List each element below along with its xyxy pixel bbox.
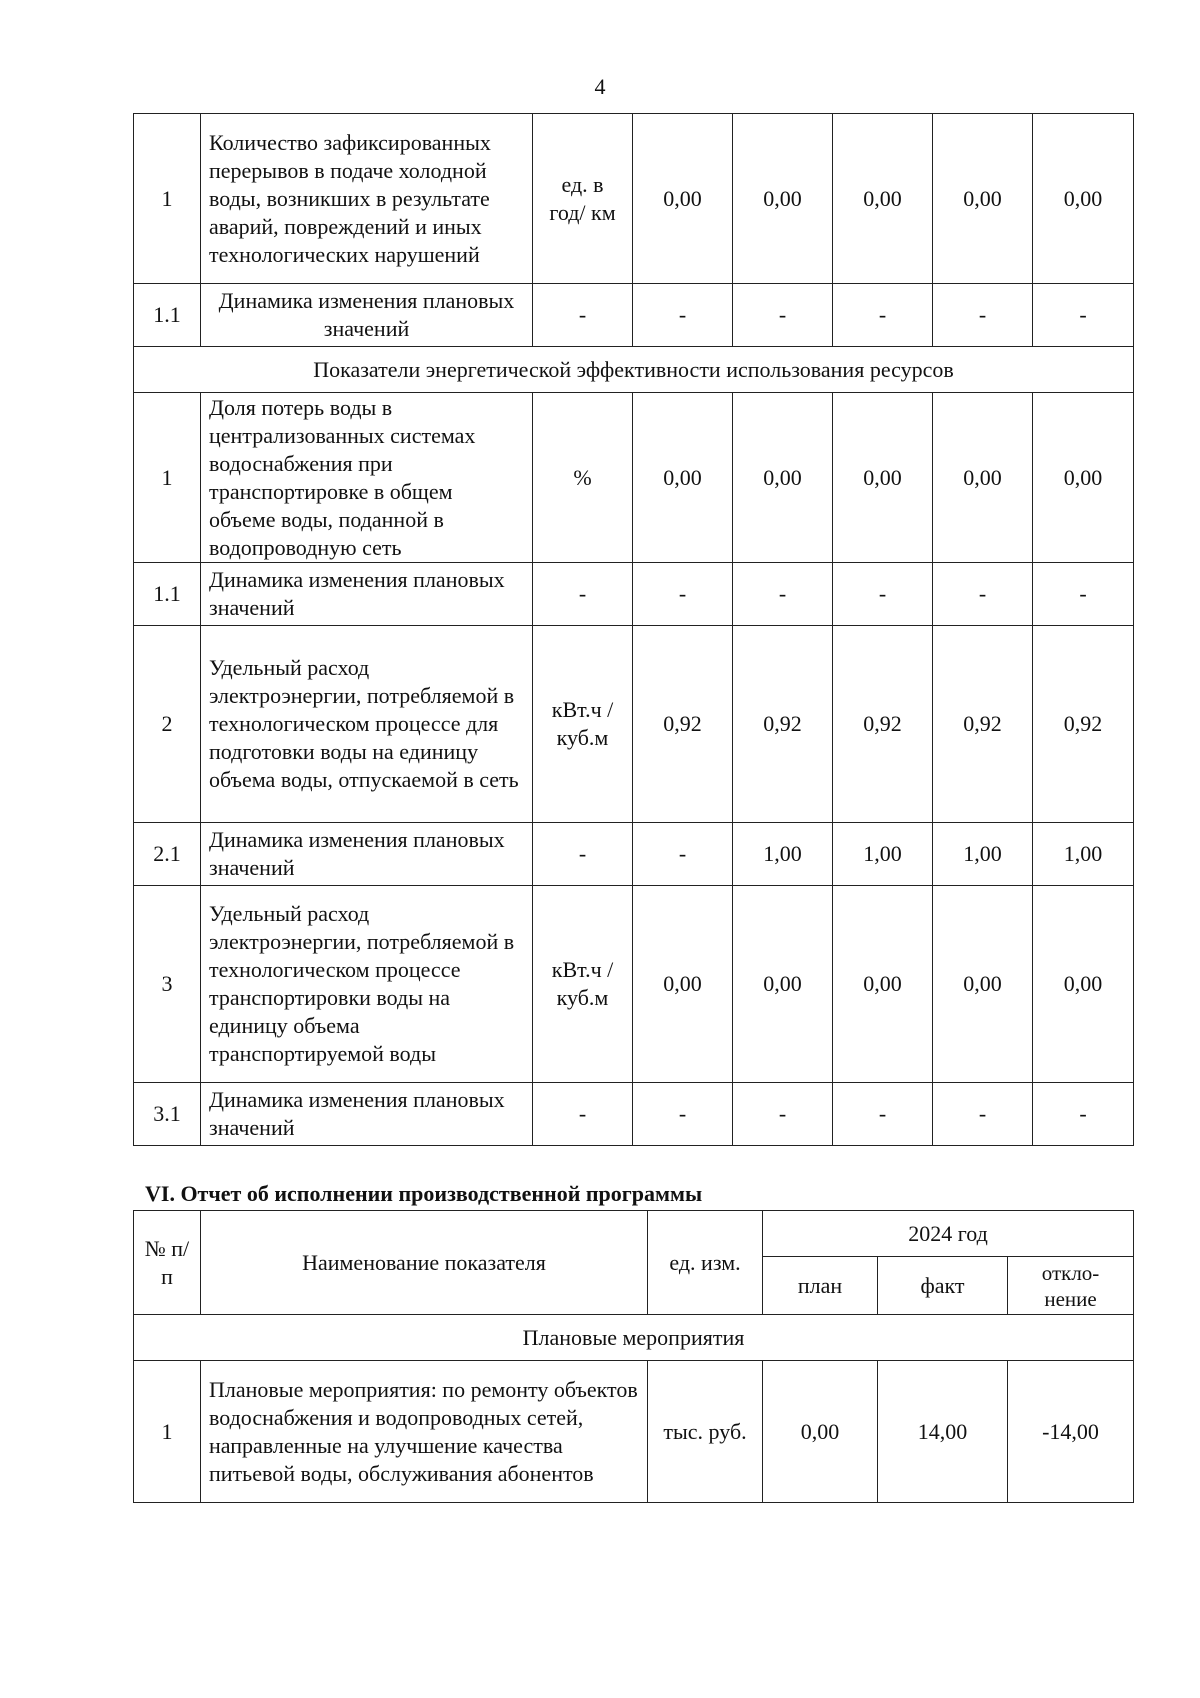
- value-cell: 0,00: [733, 886, 833, 1083]
- value-cell: 1,00: [1033, 823, 1134, 886]
- table-row: [134, 114, 1134, 284]
- value-cell: -: [933, 1083, 1033, 1146]
- value-cell: 0,00: [733, 393, 833, 563]
- value-cell: -: [633, 563, 733, 626]
- value-cell: -: [1033, 1083, 1134, 1146]
- page-number: 4: [594, 74, 606, 99]
- unit-cell: -: [533, 284, 633, 347]
- row-number: 2: [134, 626, 201, 823]
- value-cell: 0,00: [933, 393, 1033, 563]
- value-cell: -: [633, 823, 733, 886]
- table-row: [134, 1361, 1134, 1503]
- value-cell: 0,00: [833, 393, 933, 563]
- header-deviation: откло-нение: [1008, 1257, 1134, 1315]
- indicator-name: Динамика изменения плановых значений: [201, 1083, 533, 1146]
- value-cell: -: [733, 284, 833, 347]
- value-cell: 0,92: [1033, 626, 1134, 823]
- header-name: Наименование показателя: [201, 1211, 648, 1315]
- unit-cell: -: [533, 823, 633, 886]
- row-number: 1.1: [134, 284, 201, 347]
- value-cell: 1,00: [833, 823, 933, 886]
- value-cell: 1,00: [733, 823, 833, 886]
- deviation-value: -14,00: [1008, 1361, 1134, 1503]
- row-number: 1: [134, 1361, 201, 1503]
- indicator-name: Количество зафиксированных перерывов в подаче холодной воды, возникших в результате аварий, повреждений и иных технологических нарушений: [201, 114, 533, 284]
- indicator-name: Доля потерь воды в централизованных системах водоснабжения при транспортировке в общем объеме воды, поданной в водопроводную сеть: [201, 393, 533, 563]
- unit-cell: %: [533, 393, 633, 563]
- value-cell: 0,00: [633, 393, 733, 563]
- value-cell: -: [733, 1083, 833, 1146]
- row-number: 3: [134, 886, 201, 1083]
- indicators-table: [133, 113, 1134, 1146]
- value-cell: -: [633, 284, 733, 347]
- value-cell: 0,92: [733, 626, 833, 823]
- value-cell: 0,00: [933, 886, 1033, 1083]
- value-cell: 0,00: [933, 114, 1033, 284]
- row-number: 1: [134, 393, 201, 563]
- program-report-table: [133, 1210, 1134, 1503]
- value-cell: -: [1033, 563, 1134, 626]
- indicator-name: Динамика изменения плановых значений: [201, 284, 533, 347]
- value-cell: 0,00: [733, 114, 833, 284]
- value-cell: -: [933, 284, 1033, 347]
- value-cell: -: [733, 563, 833, 626]
- value-cell: 0,92: [833, 626, 933, 823]
- value-cell: 0,00: [1033, 886, 1134, 1083]
- fact-value: 14,00: [878, 1361, 1008, 1503]
- section-heading: VI. Отчет об исполнении производственной программы: [145, 1181, 703, 1206]
- indicator-name: Удельный расход электроэнергии, потребляемой в технологическом процессе транспортировки воды на единицу объема транспортируемой воды: [201, 886, 533, 1083]
- table-row: [134, 1083, 1134, 1146]
- value-cell: -: [933, 563, 1033, 626]
- unit-cell: кВт.ч / куб.м: [533, 626, 633, 823]
- value-cell: 0,00: [633, 114, 733, 284]
- unit-cell: -: [533, 1083, 633, 1146]
- row-number: 1: [134, 114, 201, 284]
- table-row: [134, 886, 1134, 1083]
- section-title: Плановые мероприятия: [134, 1315, 1134, 1361]
- value-cell: 0,00: [833, 886, 933, 1083]
- indicator-name: Динамика изменения плановых значений: [201, 563, 533, 626]
- table-row: [134, 823, 1134, 886]
- header-unit: ед. изм.: [648, 1211, 763, 1315]
- unit-cell: ед. в год/ км: [533, 114, 633, 284]
- indicator-name: Динамика изменения плановых значений: [201, 823, 533, 886]
- section-row: [134, 347, 1134, 393]
- header-year: 2024 год: [763, 1211, 1134, 1257]
- section-row: [134, 1315, 1134, 1361]
- plan-value: 0,00: [763, 1361, 878, 1503]
- value-cell: 0,00: [833, 114, 933, 284]
- indicator-name: Удельный расход электроэнергии, потребляемой в технологическом процессе для подготовки воды на единицу объема воды, отпускаемой в сеть: [201, 626, 533, 823]
- value-cell: 0,00: [633, 886, 733, 1083]
- unit-cell: кВт.ч / куб.м: [533, 886, 633, 1083]
- header-fact: факт: [878, 1257, 1008, 1315]
- row-number: 2.1: [134, 823, 201, 886]
- value-cell: 0,00: [1033, 114, 1134, 284]
- table-row: [134, 393, 1134, 563]
- value-cell: -: [1033, 284, 1134, 347]
- section-title: Показатели энергетической эффективности использования ресурсов: [134, 347, 1134, 393]
- unit-cell: -: [533, 563, 633, 626]
- table-row: [134, 563, 1134, 626]
- value-cell: 0,92: [933, 626, 1033, 823]
- table-row: [134, 626, 1134, 823]
- value-cell: -: [833, 284, 933, 347]
- value-cell: 1,00: [933, 823, 1033, 886]
- header-num: № п/п: [134, 1211, 201, 1315]
- value-cell: 0,00: [1033, 393, 1134, 563]
- value-cell: 0,92: [633, 626, 733, 823]
- row-number: 1.1: [134, 563, 201, 626]
- header-plan: план: [763, 1257, 878, 1315]
- value-cell: -: [833, 563, 933, 626]
- indicator-name: Плановые мероприятия: по ремонту объектов водоснабжения и водопроводных сетей, направленные на улучшение качества питьевой воды, обслуживания абонентов: [201, 1361, 648, 1503]
- unit-cell: тыс. руб.: [648, 1361, 763, 1503]
- value-cell: -: [633, 1083, 733, 1146]
- value-cell: -: [833, 1083, 933, 1146]
- row-number: 3.1: [134, 1083, 201, 1146]
- header-row: [134, 1211, 1134, 1257]
- table-row: [134, 284, 1134, 347]
